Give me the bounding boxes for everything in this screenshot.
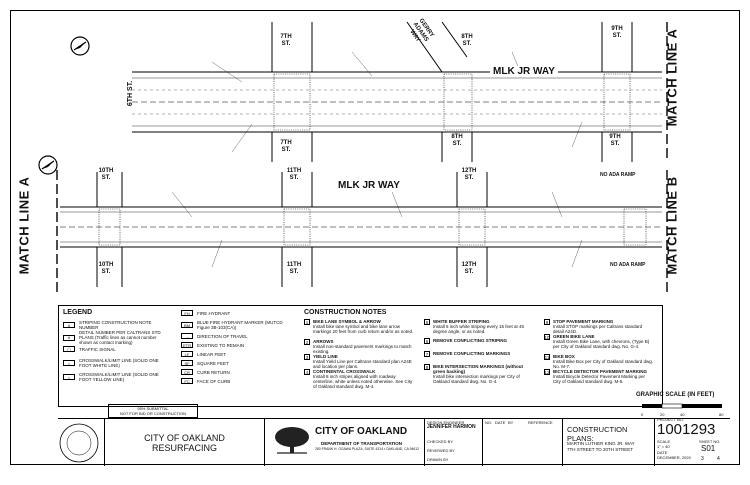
project-left-line2: RESURFACING [151, 442, 217, 453]
construction-notes-title: CONSTRUCTION NOTES [304, 309, 387, 316]
street-label-8th-south: 8TH ST. [451, 134, 463, 147]
legend-item: = CROSSWALK/LIMIT LINE (SOLID ONE FOOT WHITE LINE) [63, 358, 163, 368]
legend-item: BM BLUE FIRE HYDRANT MARKER (MUTCD Figure 3B-103(CA)) [181, 320, 291, 330]
road-name-bottom: MLK JR WAY [335, 180, 403, 191]
street-label-9th-north: 9TH ST. [611, 26, 623, 39]
checked-label: CHECKED BY [427, 439, 454, 444]
reviewed-label: REVIEWED BY [427, 448, 455, 453]
plan-title: CONSTRUCTION PLANS: [567, 425, 628, 443]
scale-tick: 80 [719, 412, 724, 417]
designer-name: JENNIFER HARMON [427, 424, 476, 430]
construction-note: 5 WHITE BUFFER STRIPING Install 6 inch white striping every 15 feet at 45 degree angle, or as noted. [425, 319, 525, 334]
construction-note: 6 REMOVE CONFLICTING STRIPING [425, 338, 508, 344]
street-label-12th-south: 12TH ST. [461, 262, 477, 275]
street-label-7th-south: 7TH ST. [280, 140, 292, 153]
scale-tick: 0 [641, 412, 644, 417]
construction-note: 10 GREEN BIKE LANE Install Green Bike Lane, with chevrons, (Type B) per City of Oakland standard dwg. No. G-4. [544, 334, 650, 349]
rev-header-no: NO. [485, 420, 493, 425]
street-label-10th-south: 10TH ST. [98, 262, 114, 275]
department-address: 250 FRANK H. OGAWA PLAZA, SUITE 4314 • OAKLAND, CA 94612 [315, 447, 420, 451]
department-name: DEPARTMENT OF TRANSPORTATION [321, 441, 402, 446]
project-number-cell [654, 419, 730, 466]
project-number: 1001293 [657, 421, 716, 438]
construction-note: 4 CONTINENTAL CROSSWALK Install 8 inch stripes aligned with roadway centerline, white unless noted otherwise. See City of Oakland standard dwg. M-4. [305, 369, 413, 389]
construction-note: 7 REMOVE CONFLICTING MARKINGS [425, 351, 511, 357]
rev-header-date: DATE [495, 420, 506, 425]
sheet-of: 3 [701, 456, 704, 462]
city-logo-cell [264, 419, 424, 466]
scale-tick: 40 [680, 412, 685, 417]
signatures-cell [424, 419, 482, 466]
street-label-6th: 6TH ST. [127, 80, 135, 107]
project-name-cell [104, 419, 264, 466]
legend-title: LEGEND [63, 309, 93, 316]
rev-header-by: BY [508, 420, 514, 425]
sheet-number: S01 [701, 444, 716, 453]
legend-panel [58, 305, 663, 407]
revisions-cell [482, 419, 562, 466]
graphic-scale-bar [640, 401, 730, 417]
legend-item: # STRIPING CONSTRUCTION NOTE NUMBER [63, 320, 163, 330]
legend-item: = CROSSWALK/LIMIT LINE (SOLID ONE FOOT YELLOW LINE) [63, 372, 163, 382]
street-label-9th-south: 9TH ST. [609, 134, 621, 147]
plan-title-cell [562, 419, 654, 466]
street-label-10th-north: 10TH ST. [98, 168, 114, 181]
callout-no-ada-ramp-1: NO ADA RAMP [600, 172, 636, 178]
legend-item: # DETAIL NUMBER PER CALTRANS STD PLANS (Traffic lines as cannot number shown as contact marking) [63, 330, 163, 345]
legend-item: SF SQUARE FEET [181, 360, 291, 366]
construction-note: 8 BIKE INTERSECTION MARKINGS (without green backing) Install bike intersection markings per City of Oakland standard dwg. No. G-4. [425, 364, 523, 384]
scale-value: 1" = 40' [657, 444, 671, 449]
street-label-gerry-adams: GERRY ADAMS WAY [408, 17, 435, 44]
construction-note: 12 BICYCLE DETECTOR PAVEMENT MARKING Install Bicycle Detector Pavement Marking per City of Oakland standard dwg. M-5. [544, 369, 648, 384]
north-arrow-icon [39, 156, 57, 174]
street-label-8th-north: 8TH ST. [461, 34, 473, 47]
date-value: DECEMBER, 2020 [657, 455, 691, 460]
construction-note: 1 BIKE LANE SYMBOL & ARROW Install bike lane symbol and bike lane arrow markings 20 feet from curb return and/or as noted. [305, 319, 414, 334]
date-label: DATE [657, 450, 668, 455]
plan-subtitle-1: MARTIN LUTHER KING JR. WAY [567, 441, 635, 446]
designer-label: DESIGN ENGINEER [427, 420, 465, 425]
top-roadway [132, 22, 662, 162]
street-label-11th-south: 11TH ST. [286, 262, 302, 275]
rev-header-reference: REFERENCE [528, 420, 553, 425]
legend-item: ◯ TRAFFIC SIGNAL [63, 346, 163, 352]
plan-linework [12, 12, 738, 302]
sheet-total: 4 [717, 456, 720, 462]
legend-item: → DIRECTION OF TRAVEL [181, 333, 291, 339]
match-line-a-left: MATCH LINE A [16, 176, 32, 275]
match-line-b-right: MATCH LINE B [664, 176, 680, 275]
sheet-no-label: SHEET NO. [699, 439, 721, 444]
title-block [58, 418, 730, 465]
callout-no-ada-ramp-2: NO ADA RAMP [610, 262, 646, 268]
city-name: CITY OF OAKLAND [315, 426, 408, 437]
road-name-top: MLK JR WAY [490, 66, 558, 77]
construction-note: 2 ARROWS Install non-standard pavement markings to match existing. [305, 339, 412, 354]
street-label-11th-north: 11TH ST. [286, 168, 302, 181]
submittal-note: 95% SUBMITTAL NOT FOR BID OR CONSTRUCTION [108, 404, 198, 418]
legend-item: CR CURB RETURN [181, 369, 291, 375]
legend-item: LF LINEAR FEET [181, 351, 291, 357]
street-label-12th-north: 12TH ST. [461, 168, 477, 181]
scale-label: SCALE [657, 439, 671, 444]
match-line-a-top: MATCH LINE A [664, 28, 680, 127]
street-label-7th-north: 7TH ST. [280, 34, 292, 47]
legend-item: ETR EXISTING TO REMAIN [183, 342, 245, 348]
scale-tick: 20 [660, 412, 665, 417]
construction-note: 3 YIELD LINE Install Yield Line per Caltrans standard plan A24E and location per plans. [305, 354, 412, 369]
construction-note: 11 BIKE BOX Install Bike Box per City of Oakland standard dwg. No. M-7. [544, 354, 654, 369]
legend-item: FH FIRE HYDRANT [181, 310, 291, 316]
construction-note: 9 STOP PAVEMENT MARKING Install STOP markings per Caltrans standard detail A24D. [545, 319, 643, 334]
plan-subtitle-2: 7TH STREET TO 20TH STREET [567, 447, 634, 452]
legend-item: FC FACE OF CURB [181, 378, 291, 384]
project-left-line1: CITY OF OAKLAND [144, 432, 225, 443]
oak-tree-logo-icon [273, 425, 311, 455]
north-arrow-icon [71, 37, 89, 55]
drawn-label: DRAWN BY [427, 457, 449, 462]
project-no-label: PROJECT NO. [657, 417, 684, 422]
graphic-scale-title: GRAPHIC SCALE (IN FEET) [636, 392, 715, 398]
